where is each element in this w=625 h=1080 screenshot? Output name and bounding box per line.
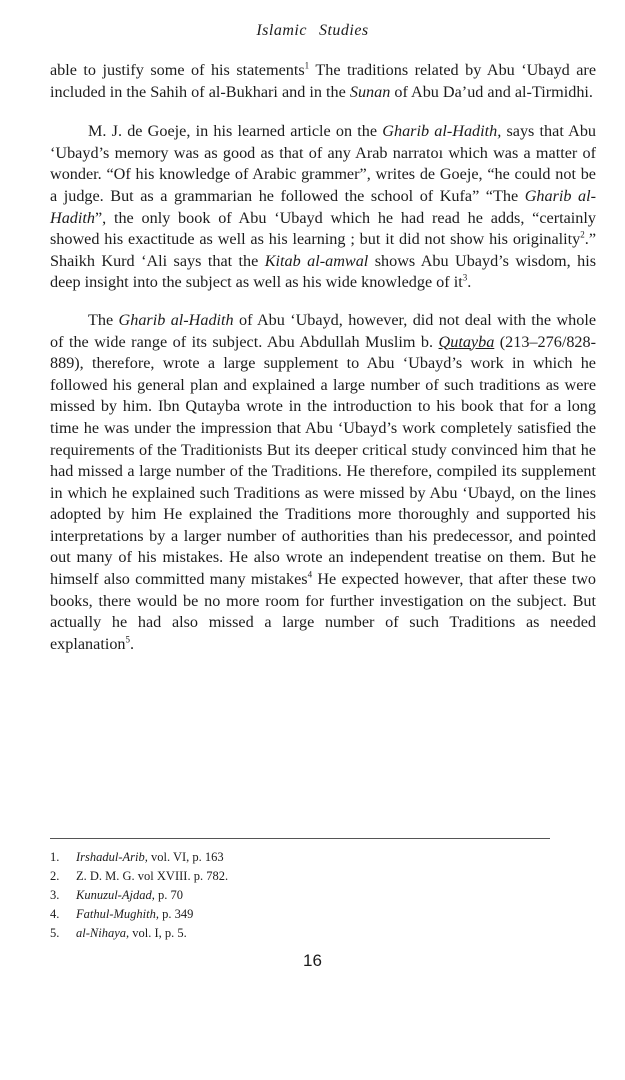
footnote-title: al-Nihaya, bbox=[76, 926, 130, 940]
footnote-number: 2. bbox=[50, 869, 60, 883]
italic-title: Kitab al-amwal bbox=[264, 251, 369, 270]
underlined-name: Qutayba bbox=[438, 332, 495, 351]
text-run: The bbox=[88, 310, 119, 329]
footnote-marker: 2 bbox=[580, 229, 585, 240]
paragraph-1 bbox=[50, 60, 596, 103]
footnote-title: Kunuzul-Ajdad, bbox=[76, 888, 155, 902]
text-run: says that Abu ‘Ubayd’s memory was as good as that of any Arab narratoı which was a matter of wonder. “Of his knowledge of Arabic grammer”, writes de Goeje, “he could not be a judge. But as a grammarian he followed the school of Kufa” “The bbox=[50, 122, 597, 205]
footnote-ref: p. 349 bbox=[158, 907, 194, 921]
italic-title: Gharib al-Hadith, bbox=[382, 122, 502, 141]
footnote-title: Irshadul-Arib, bbox=[76, 850, 148, 864]
text-run: ”, the only book of Abu ‘Ubayd which he had read he adds, “certainly showed his exactitude as well as his learning ; but it did not show his originality bbox=[50, 208, 596, 249]
text-run: . bbox=[130, 634, 135, 653]
text-run: (213–276/828-889), therefore, wrote a large supplement to Abu ‘Ubayd’s work in which he followed his general plan and explained a large number of such traditions as were missed by him. Ibn Qutayba wrote in the introduction to his book that for a long time he was under the impression that Abu ‘Ubayd’s work completely satisfied the requirements of the Traditionists But its deeper critical study convinced him that he had missed a large number of the Traditions. He therefore, compiled its supplement in which he explained such Traditions as were missed by Abu ‘Ubayd, on the lines adopted by him He explained the Traditions more thoroughly and supported his interpretations by a larger number of authorities than his predecessor, and pointed out many of his mistakes. He also wrote an independent treatise on them. But he himself also committed many mistakes bbox=[50, 332, 596, 589]
text-run: of Abu ‘Ubayd, however, did not deal with the whole of the wide range of its subject. Abu Abdullah Muslim b. bbox=[50, 310, 597, 351]
page-number: 16 bbox=[303, 951, 322, 970]
running-head-word-1: Islamic bbox=[256, 22, 307, 39]
running-head-word-2: Studies bbox=[318, 22, 369, 39]
footnotes bbox=[50, 848, 550, 943]
italic-title: Gharib al-Hadith bbox=[118, 310, 234, 329]
text-run: able to justify some of his statements bbox=[50, 61, 305, 79]
footnote-marker: 5 bbox=[125, 634, 131, 645]
text-run: .” Shaikh Kurd ‘Ali says that the bbox=[50, 230, 596, 270]
footnote-ref: p. 70 bbox=[154, 888, 183, 902]
text-run: He expected however, that after these two books, there would be no more room for further investigation on the subject. But actually he had also missed a large number of such Traditions as needed explanation bbox=[50, 570, 596, 653]
text-run: . bbox=[467, 273, 472, 292]
italic-title: Sunan bbox=[349, 82, 391, 101]
footnote-text bbox=[76, 924, 187, 943]
footnote-title: Fathul-Mughith, bbox=[76, 907, 159, 921]
footnote bbox=[50, 924, 550, 943]
footnote bbox=[50, 867, 550, 886]
footnote-number: 4. bbox=[50, 907, 60, 921]
footnote bbox=[50, 886, 550, 905]
footnote-text bbox=[76, 886, 183, 905]
text-run: shows Abu Ubayd’s wisdom, his deep insight into the subject as well as his wide knowledge of it bbox=[50, 251, 596, 292]
paragraph-2 bbox=[50, 121, 596, 294]
body-text bbox=[50, 60, 596, 655]
running-head bbox=[0, 22, 625, 40]
footnote-marker: 3 bbox=[462, 272, 468, 283]
text-run: The traditions related by Abu ‘Ubayd are included in the Sahih of al-Bukhari and in the bbox=[50, 61, 597, 101]
footnote-marker: 1 bbox=[304, 60, 310, 71]
footnote-number: 1. bbox=[50, 850, 60, 864]
italic-title: Gharib al-Hadith bbox=[50, 186, 596, 227]
text-run: of Abu Da’ud and al-Tirmidhi. bbox=[390, 82, 593, 101]
footnote-text bbox=[76, 905, 193, 924]
paragraph-3 bbox=[50, 310, 596, 656]
footnote bbox=[50, 905, 550, 924]
footnote-text bbox=[76, 867, 228, 886]
footnote-ref: vol. I, p. 5. bbox=[129, 926, 187, 940]
footnote-marker: 4 bbox=[307, 569, 313, 580]
text-run: M. J. de Goeje, in his learned article on the bbox=[88, 122, 383, 141]
footnote-number: 5. bbox=[50, 926, 60, 940]
footnote-ref: vol. VI, p. 163 bbox=[147, 850, 224, 864]
footnote bbox=[50, 848, 550, 867]
footnote-text bbox=[76, 848, 224, 867]
footnote-ref: Z. D. M. G. vol XVIII. p. 782. bbox=[76, 869, 229, 883]
footnote-number: 3. bbox=[50, 888, 60, 902]
footnote-rule bbox=[50, 838, 550, 839]
